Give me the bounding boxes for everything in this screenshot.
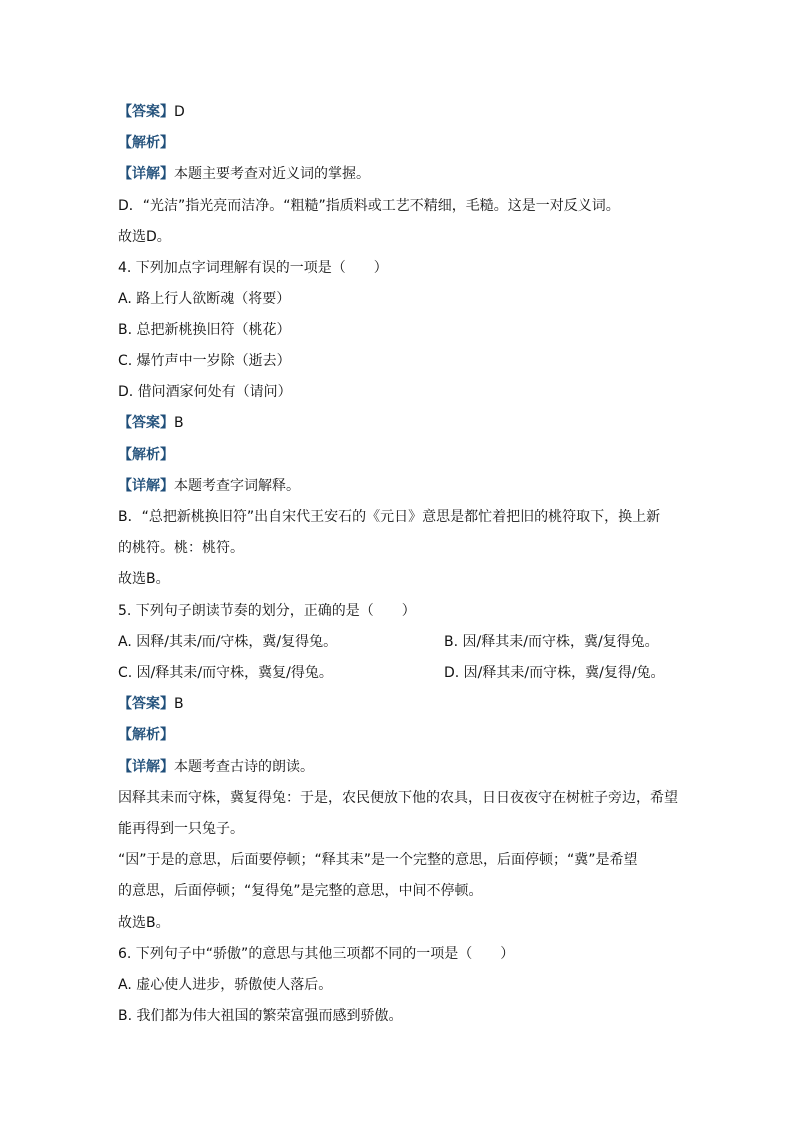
q5-detail-line	[118, 757, 314, 777]
q5-option-d: D. 因/释其耒/而守株，冀/复得/兔。	[444, 665, 665, 681]
q6-option-b: B. 我们都为伟大祖国的繁荣富强而感到骄傲。	[118, 1008, 403, 1024]
q3-explanation: D．“光洁”指光亮而洁净。“粗糙”指质料或工艺不精细，毛糙。这是一对反义词。	[118, 198, 620, 214]
q3-conclusion: 故选D。	[118, 229, 171, 245]
q5-option-a: A. 因释/其耒/而/守株，冀/复得兔。	[118, 634, 338, 650]
q4-explanation-line-2: 的桃符。桃：桃符。	[118, 540, 244, 556]
q3-detail-line	[118, 164, 370, 184]
q6-stem: 6. 下列句子中“骄傲”的意思与其他三项都不同的一项是（ ）	[118, 946, 515, 962]
detail-tag: 【详解】	[118, 759, 174, 775]
q5-option-b: B. 因/释其耒/而守株，冀/复得兔。	[444, 634, 659, 650]
q4-option-c: C. 爆竹声中一岁除（逝去）	[118, 353, 291, 369]
answer-tag: 【答案】	[118, 415, 174, 431]
detail-text: 本题主要考查对近义词的掌握。	[174, 166, 370, 182]
q4-option-d: D. 借问酒家何处有（请问）	[118, 384, 292, 400]
q5-paragraph-2-line-1: “因”于是的意思，后面要停顿；“释其耒”是一个完整的意思，后面停顿；“冀”是希望	[118, 852, 638, 868]
q5-paragraph-1-line-2: 能再得到一只兔子。	[118, 821, 244, 837]
q4-option-b: B. 总把新桃换旧符（桃花）	[118, 322, 291, 338]
q6-option-a: A. 虚心使人进步，骄傲使人落后。	[118, 977, 333, 993]
answer-value: D	[174, 104, 185, 120]
q4-conclusion: 故选B。	[118, 571, 170, 587]
q5-paragraph-1-line-1: 因释其耒而守株，冀复得兔：于是，农民便放下他的农具，日日夜夜守在树桩子旁边，希望	[118, 790, 678, 806]
q3-analysis-line	[118, 133, 174, 153]
detail-tag: 【详解】	[118, 166, 174, 182]
detail-text: 本题考查字词解释。	[174, 478, 300, 494]
q5-stem: 5. 下列句子朗读节奏的划分，正确的是（ ）	[118, 603, 416, 619]
answer-value: B	[174, 696, 184, 712]
q3-answer-line	[118, 102, 185, 122]
analysis-tag: 【解析】	[118, 447, 174, 463]
answer-tag: 【答案】	[118, 696, 174, 712]
analysis-tag: 【解析】	[118, 727, 174, 743]
answer-value: B	[174, 415, 184, 431]
q4-explanation-line-1: B．“总把新桃换旧符”出自宋代王安石的《元日》意思是都忙着把旧的桃符取下，换上新	[118, 509, 661, 525]
q4-analysis-line	[118, 445, 174, 465]
q5-option-c: C. 因/释其耒/而守株，冀复/得兔。	[118, 665, 333, 681]
detail-text: 本题考查古诗的朗读。	[174, 759, 314, 775]
q4-stem: 4. 下列加点字词理解有误的一项是（ ）	[118, 260, 388, 276]
q5-conclusion: 故选B。	[118, 915, 170, 931]
q5-answer-line	[118, 694, 184, 714]
answer-tag: 【答案】	[118, 104, 174, 120]
q5-analysis-line	[118, 725, 174, 745]
detail-tag: 【详解】	[118, 478, 174, 494]
q4-option-a: A. 路上行人欲断魂（将要）	[118, 291, 291, 307]
q4-detail-line	[118, 476, 300, 496]
q5-paragraph-2-line-2: 的意思，后面停顿；“复得兔”是完整的意思，中间不停顿。	[118, 883, 483, 899]
q4-answer-line	[118, 413, 184, 433]
analysis-tag: 【解析】	[118, 135, 174, 151]
